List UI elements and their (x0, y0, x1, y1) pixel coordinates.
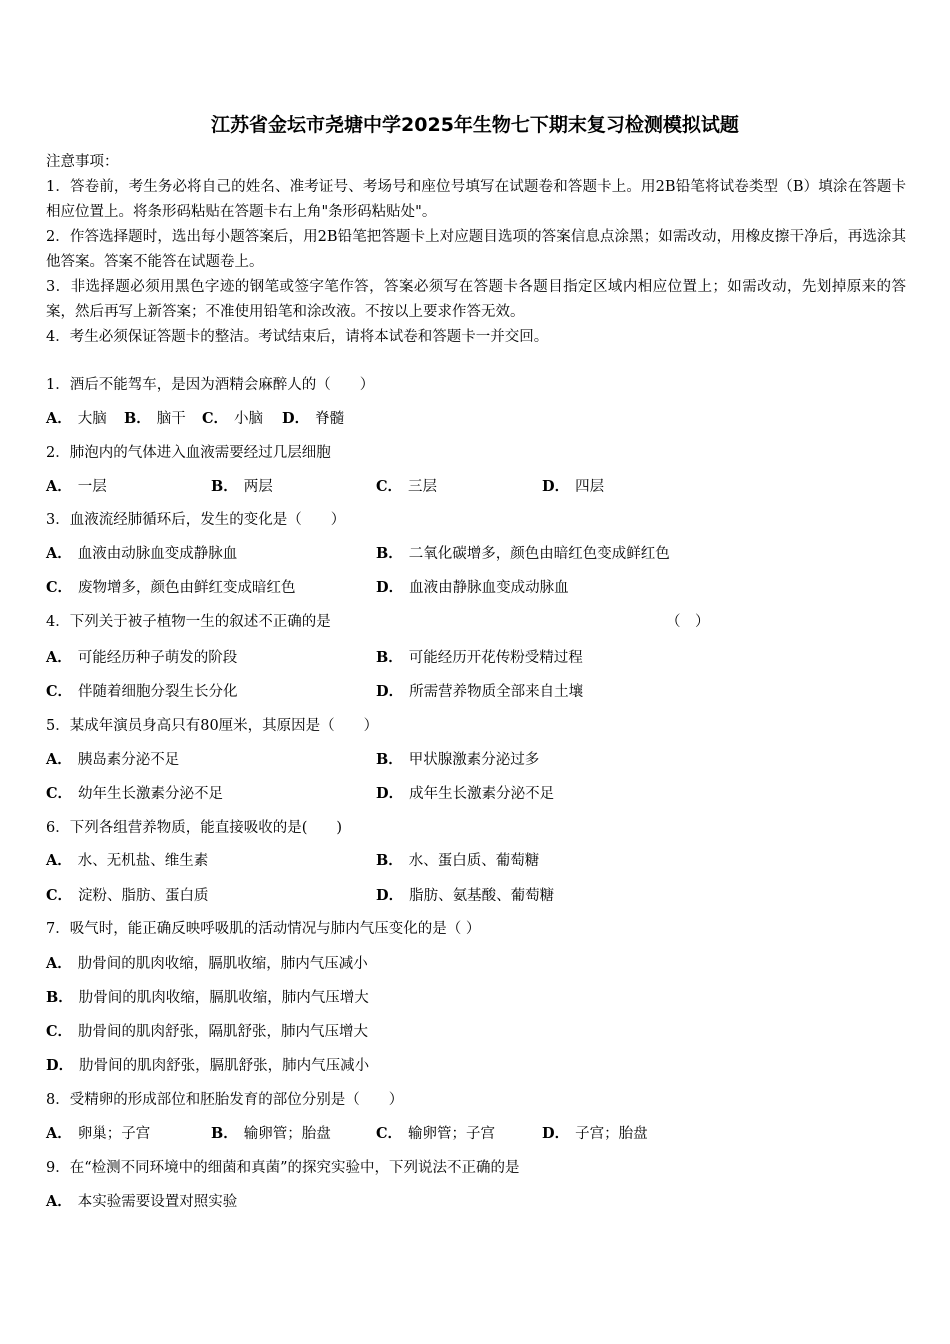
option-text: 甲状腺激素分泌过多 (408, 752, 540, 768)
option-text: 输卵管；胎盘 (243, 1126, 331, 1142)
notice-item: 1．答卷前，考生务必将自己的姓名、准考证号、考场号和座位号填写在试题卷和答题卡上。用2B铅笔将试卷类型（B）填涂在答题卡相应位置上。将条形码粘贴在答题卡右上角"条形码粘贴处"。 (46, 179, 906, 220)
option-d (376, 577, 569, 599)
question-options-5b (46, 783, 906, 805)
answer-bracket: （ ） (666, 614, 710, 630)
option-text: 脊髓 (315, 411, 345, 427)
option-d (282, 408, 344, 430)
option-a (46, 476, 107, 498)
question-option-7d (46, 1055, 906, 1077)
option-b (376, 647, 583, 669)
option-text: 本实验需要设置对照实验 (77, 1194, 238, 1210)
option-label: D． (376, 785, 404, 802)
option-text: 三层 (408, 479, 438, 495)
option-a (46, 408, 107, 430)
option-label: A． (46, 1193, 72, 1210)
option-d (542, 476, 604, 498)
option-a (46, 850, 208, 872)
option-label: B． (376, 545, 403, 562)
option-text: 两层 (243, 479, 273, 495)
option-label: A． (46, 955, 72, 972)
option-label: C． (376, 1125, 403, 1142)
option-text: 肋骨间的肌肉舒张，隔肌舒张，肺内气压增大 (78, 1024, 369, 1040)
notice-item: 4．考生必须保证答题卡的整洁。考试结束后，请将本试卷和答题卡一并交回。 (46, 329, 549, 345)
option-text: 水、蛋白质、葡萄糖 (408, 853, 540, 869)
question-options-2 (46, 476, 906, 498)
option-text: 输卵管；子宫 (408, 1126, 496, 1142)
question-stem-1: 1．酒后不能驾车，是因为酒精会麻醉人的（ ） (46, 377, 375, 393)
option-b (376, 543, 670, 565)
option-d (542, 1123, 648, 1145)
question-options-3b (46, 577, 906, 599)
option-text: 水、无机盐、维生素 (77, 853, 209, 869)
option-b (211, 1123, 331, 1145)
option-text: 胰岛素分泌不足 (77, 752, 180, 768)
option-c (46, 577, 296, 599)
option-label: A． (46, 1125, 72, 1142)
question-stem-7: 7．吸气时，能正确反映呼吸肌的活动情况与肺内气压变化的是（ ） (46, 921, 481, 937)
option-text: 四层 (575, 479, 605, 495)
question-options-6b (46, 885, 906, 907)
option-label: D． (46, 1057, 74, 1074)
option-text: 幼年生长激素分泌不足 (78, 786, 224, 802)
notice-heading: 注意事项： (46, 154, 119, 170)
option-label: D． (376, 887, 404, 904)
option-a (46, 647, 237, 669)
question-option-9a (46, 1191, 906, 1213)
question-options-6 (46, 850, 906, 872)
question-option-7c (46, 1021, 906, 1043)
option-text: 成年生长激素分泌不足 (409, 786, 555, 802)
option-label: C． (46, 887, 73, 904)
option-label: D． (376, 683, 404, 700)
option-label: C． (46, 579, 73, 596)
option-label: D． (542, 1125, 570, 1142)
option-d (46, 1055, 369, 1077)
option-label: B． (124, 410, 151, 427)
option-c (46, 783, 223, 805)
option-d (376, 783, 554, 805)
question-options-4b (46, 681, 906, 703)
option-text: 废物增多，颜色由鲜红变成暗红色 (78, 580, 296, 596)
option-c (202, 408, 263, 430)
option-text: 脂肪、氨基酸、葡萄糖 (409, 888, 555, 904)
option-label: A． (46, 852, 72, 869)
option-a (46, 953, 368, 975)
option-text: 肋骨间的肌肉舒张，膈肌舒张，肺内气压减小 (79, 1058, 370, 1074)
option-label: A． (46, 545, 72, 562)
question-stem-2: 2．肺泡内的气体进入血液需要经过几层细胞 (46, 445, 331, 461)
option-text: 血液由动脉血变成静脉血 (77, 546, 238, 562)
option-label: A． (46, 751, 72, 768)
option-label: D． (376, 579, 404, 596)
option-label: B． (376, 649, 403, 666)
question-stem-3: 3．血液流经肺循环后，发生的变化是（ ） (46, 512, 346, 528)
question-stem-5: 5．某成年演员身高只有80厘米，其原因是（ ） (46, 718, 379, 734)
question-stem-row-4 (46, 611, 906, 633)
question-stem-6: 6．下列各组营养物质，能直接吸收的是( ) (46, 820, 343, 836)
option-b (46, 987, 369, 1009)
option-text: 血液由静脉血变成动脉血 (409, 580, 569, 596)
option-label: D． (282, 410, 310, 427)
exam-title: 江苏省金坛市尧塘中学2025年生物七下期末复习检测模拟试题 (211, 114, 739, 136)
question-stem-9: 9．在“检测不同环境中的细菌和真菌”的探究实验中，下列说法不正确的是 (46, 1160, 520, 1176)
option-label: C． (46, 1023, 73, 1040)
option-text: 卵巢；子宫 (77, 1126, 151, 1142)
option-label: B． (46, 989, 73, 1006)
option-label: C． (376, 478, 403, 495)
question-options-3 (46, 543, 906, 565)
option-text: 可能经历开花传粉受精过程 (408, 650, 583, 666)
option-c (46, 681, 238, 703)
option-text: 脑干 (156, 411, 186, 427)
option-b (376, 850, 539, 872)
question-option-7a (46, 953, 906, 975)
option-text: 子宫；胎盘 (575, 1126, 648, 1142)
notice-section (46, 150, 906, 350)
option-label: C． (46, 785, 73, 802)
question-stem-8: 8．受精卵的形成部位和胚胎发育的部位分别是（ ） (46, 1092, 404, 1108)
option-a (46, 1123, 150, 1145)
option-label: B． (211, 478, 238, 495)
option-b (376, 749, 539, 771)
notice-item: 2．作答选择题时，选出每小题答案后，用2B铅笔把答题卡上对应题目选项的答案信息点涂黑；如需改动，用橡皮擦干净后，再选涂其他答案。答案不能答在试题卷上。 (46, 229, 906, 270)
question-options-4 (46, 647, 906, 669)
question-option-7b (46, 987, 906, 1009)
option-text: 一层 (77, 479, 107, 495)
notice-item: 3．非选择题必须用黑色字迹的钢笔或签字笔作答，答案必须写在答题卡各题目指定区域内相应位置上；如需改动，先划掉原来的答案，然后再写上新答案；不准使用铅笔和涂改液。不按以上要求作答无效。 (46, 279, 906, 320)
option-b (211, 476, 273, 498)
option-b (124, 408, 186, 430)
option-label: B． (211, 1125, 238, 1142)
option-text: 肋骨间的肌肉收缩，膈肌收缩，肺内气压减小 (77, 956, 368, 972)
option-a (46, 749, 179, 771)
question-stem-4: 4．下列关于被子植物一生的叙述不正确的是 (46, 614, 331, 630)
option-text: 伴随着细胞分裂生长分化 (78, 684, 238, 700)
option-text: 淀粉、脂肪、蛋白质 (78, 888, 209, 904)
option-label: B． (376, 751, 403, 768)
option-c (46, 885, 209, 907)
option-label: A． (46, 410, 72, 427)
option-label: C． (46, 683, 73, 700)
option-text: 二氧化碳增多，颜色由暗红色变成鲜红色 (408, 546, 670, 562)
option-label: A． (46, 649, 72, 666)
option-c (376, 1123, 495, 1145)
option-text: 大脑 (77, 411, 107, 427)
option-d (376, 681, 583, 703)
option-d (376, 885, 554, 907)
option-label: A． (46, 478, 72, 495)
option-label: C． (202, 410, 229, 427)
question-options-5 (46, 749, 906, 771)
option-a (46, 1191, 237, 1213)
question-options-8 (46, 1123, 906, 1145)
option-label: D． (542, 478, 570, 495)
option-text: 所需营养物质全部来自土壤 (409, 684, 584, 700)
option-text: 小脑 (234, 411, 264, 427)
question-options-1 (46, 408, 906, 430)
option-a (46, 543, 237, 565)
option-label: B． (376, 852, 403, 869)
option-c (46, 1021, 368, 1043)
option-text: 可能经历种子萌发的阶段 (77, 650, 238, 666)
option-text: 肋骨间的肌肉收缩，膈肌收缩，肺内气压增大 (78, 990, 369, 1006)
option-c (376, 476, 437, 498)
